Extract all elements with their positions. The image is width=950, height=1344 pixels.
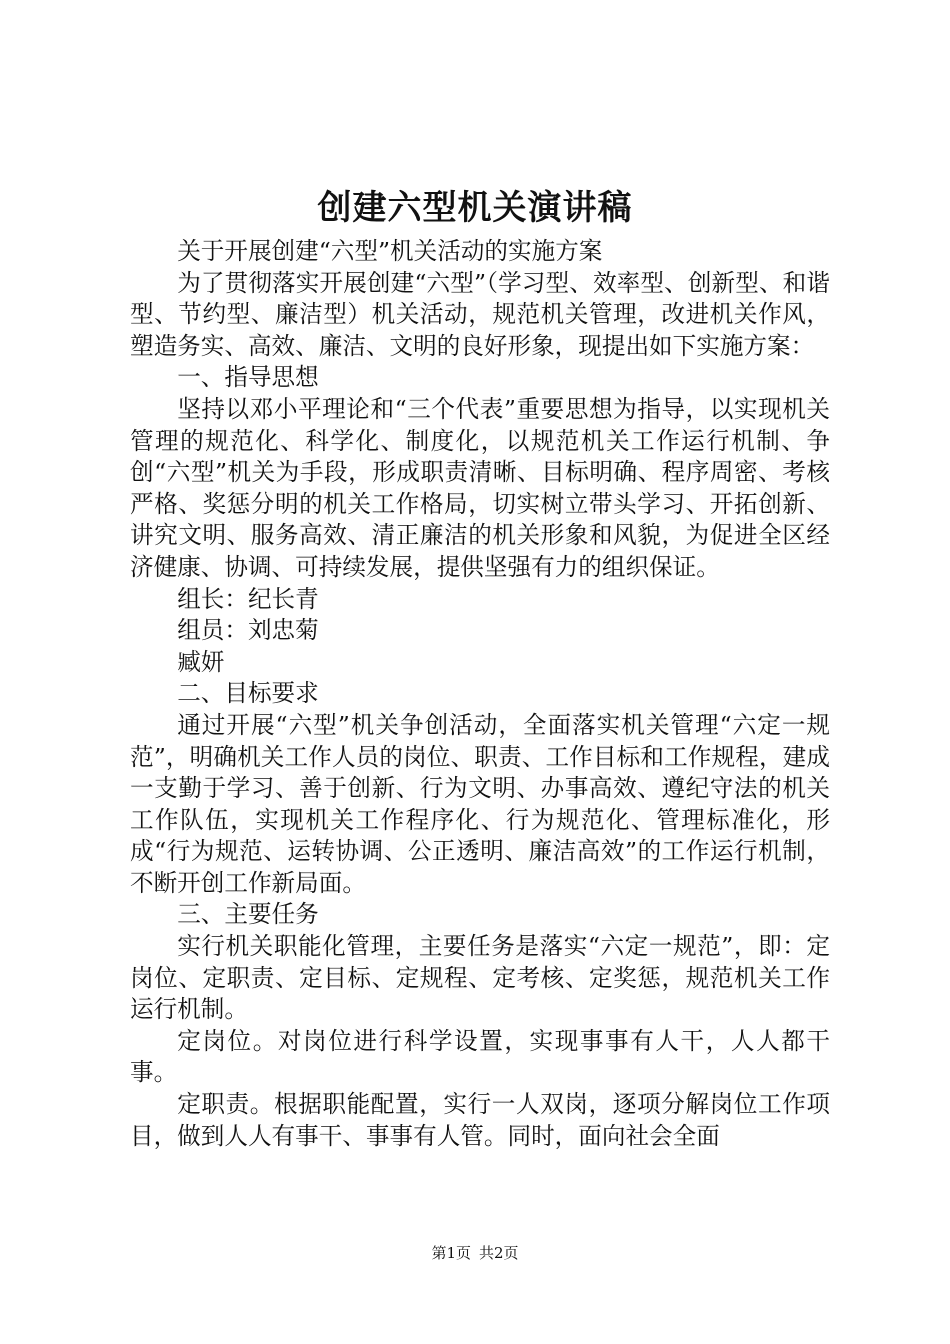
page-total: 共2页 [479, 1244, 519, 1262]
paragraph-subtitle: 关于开展创建“六型”机关活动的实施方案 [177, 237, 603, 265]
paragraph-group-member-2: 臧妍 [177, 647, 225, 676]
paragraph-group-member: 组员：刘忠菊 [177, 616, 319, 645]
section-heading-1: 一、指导思想 [177, 363, 319, 392]
paragraph-guiding-thought: 坚持以邓小平理论和“三个代表”重要思想为指导，以实现机关管理的规范化、科学化、制度化，以规范机关工作运行机制、争创“六型”机关为手段，形成职责清晰、目标明确、程序周密、考核严格、奖惩分明的机关工作格局，切实树立带头学习、开拓创新、讲究文明、服务高效、清正廉洁的机关形象和风貌，为促进全区经济健康、协调、可持续发展，提供坚强有力的组织保证。 [130, 394, 830, 581]
document-title: 创建六型机关演讲稿 [317, 188, 633, 228]
section-heading-2: 二、目标要求 [177, 679, 319, 708]
page-footer [0, 1243, 950, 1263]
paragraph-define-posts: 定岗位。对岗位进行科学设置，实现事事有人干，人人都干事。 [130, 1026, 830, 1087]
page-number: 第1页 [431, 1244, 471, 1262]
paragraph-define-duties: 定职责。根据职能配置，实行一人双岗，逐项分解岗位工作项目，做到人人有事干、事事有人管。同时，面向社会全面 [130, 1090, 830, 1150]
section-heading-3: 三、主要任务 [177, 900, 319, 929]
paragraph-intro: 为了贯彻落实开展创建“六型”（学习型、效率型、创新型、和谐型、节约型、廉洁型）机关活动，规范机关管理，改进机关作风，塑造务实、高效、廉洁、文明的良好形象，现提出如下实施方案： [130, 268, 830, 360]
paragraph-group-leader: 组长：纪长青 [177, 584, 319, 613]
paragraph-goals: 通过开展“六型”机关争创活动，全面落实机关管理“六定一规范”，明确机关工作人员的岗位、职责、工作目标和工作规程，建成一支勤于学习、善于创新、行为文明、办事高效、遵纪守法的机关工作队伍，实现机关工作程序化、行为规范化、管理标准化，形成“行为规范、运转协调、公正透明、廉洁高效”的工作运行机制，不断开创工作新局面。 [130, 710, 830, 897]
document-body [130, 236, 830, 1152]
paragraph-main-tasks: 实行机关职能化管理，主要任务是落实“六定一规范”，即：定岗位、定职责、定目标、定规程、定考核、定奖惩，规范机关工作运行机制。 [130, 932, 830, 1024]
